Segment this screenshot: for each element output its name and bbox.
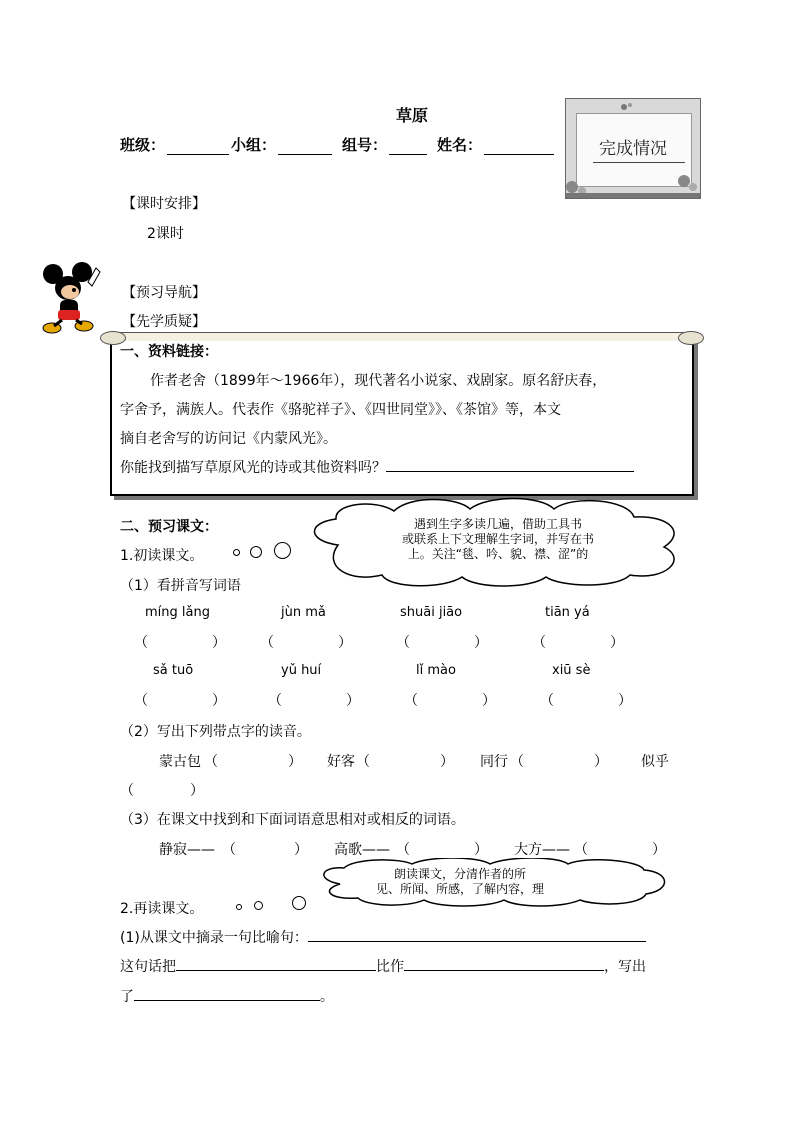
simile-line-3-suffix: 。 xyxy=(320,989,334,1005)
antonym-paren-3[interactable]: （ ） xyxy=(574,842,666,858)
answer-paren-1[interactable]: （ ） xyxy=(134,635,226,651)
schedule-heading: 【课时安排】 xyxy=(122,196,206,212)
cloud-1-line-1: 遇到生字多读几遍，借助工具书 xyxy=(413,517,582,531)
cloud-1-line-3: 上。关注“毯、吟、貌、襟、涩”的 xyxy=(407,547,589,561)
task-1-label: （1）看拼音写词语 xyxy=(120,578,241,594)
step-2-label: 2.再读课文。 xyxy=(120,901,204,917)
simile-line-2-suffix: ，写出 xyxy=(604,959,646,975)
pinyin-6: yǔ huí xyxy=(281,663,322,678)
thought-bubble-small-2 xyxy=(236,904,242,910)
reading-paren-2[interactable]: （ ） xyxy=(356,754,454,770)
reading-word-3: 同行 xyxy=(480,754,508,770)
simile-answer-field[interactable] xyxy=(308,927,646,942)
group-label: 小组： xyxy=(231,136,277,154)
task-3-label: （3）在课文中找到和下面词语意思相对或相反的词语。 xyxy=(120,812,465,828)
resource-question-text: 你能找到描写草原风光的诗或其他资料吗？ xyxy=(120,460,386,476)
thought-bubble-medium-2 xyxy=(254,901,263,910)
answer-paren-6[interactable]: （ ） xyxy=(268,693,360,709)
pre-question-heading: 【先学质疑】 xyxy=(122,314,206,330)
cloud-2-text xyxy=(360,867,560,897)
completion-stamp xyxy=(565,98,701,199)
class-label: 班级： xyxy=(120,136,166,154)
reading-word-1: 蒙古包 xyxy=(159,754,201,770)
simile-effect-field[interactable] xyxy=(134,986,320,1001)
simile-prompt: (1)从课文中摘录一句比喻句： xyxy=(120,930,308,946)
resource-question xyxy=(120,457,634,477)
simile-subject-field[interactable] xyxy=(176,956,376,971)
resource-answer-field[interactable] xyxy=(386,457,634,472)
cloud-2-line-2: 见、所闻、所感，了解内容，理 xyxy=(375,882,544,896)
reading-paren-3[interactable]: （ ） xyxy=(510,754,608,770)
antonym-word-2: 高歌—— xyxy=(334,842,390,858)
pinyin-2: jùn mǎ xyxy=(281,605,326,620)
reading-paren-1[interactable]: （ ） xyxy=(204,754,302,770)
mascot-icon xyxy=(40,262,102,336)
preview-heading: 【预习导航】 xyxy=(122,285,206,301)
thought-bubble-large-2 xyxy=(292,896,306,910)
cloud-2-line-1: 朗读课文，分清作者的所 xyxy=(393,867,526,881)
resource-line-3: 摘自老舍写的访问记《内蒙风光》。 xyxy=(120,431,337,447)
preview-section-heading: 二、预习课文： xyxy=(120,519,218,535)
pinyin-4: tiān yá xyxy=(545,605,590,620)
resource-line-2: 字舍予，满族人。代表作《骆驼祥子》、《四世同堂》》、《茶馆》等，本文 xyxy=(120,402,561,418)
pinyin-3: shuāi jiāo xyxy=(400,605,463,620)
stamp-decoration-icon xyxy=(566,99,700,198)
answer-paren-3[interactable]: （ ） xyxy=(396,635,488,651)
antonym-word-3: 大方—— xyxy=(514,842,570,858)
pinyin-5: sǎ tuō xyxy=(153,663,194,678)
answer-paren-2[interactable]: （ ） xyxy=(260,635,352,651)
cloud-1-text xyxy=(358,517,638,562)
answer-paren-7[interactable]: （ ） xyxy=(404,693,496,709)
pinyin-7: lǐ mào xyxy=(416,663,456,678)
antonym-paren-1[interactable]: （ ） xyxy=(222,842,308,858)
stamp-label: 完成情况 xyxy=(599,139,667,159)
name-label: 姓名： xyxy=(437,136,483,154)
simile-line-3 xyxy=(120,986,334,1006)
antonym-word-1: 静寂—— xyxy=(159,842,215,858)
step-1-label: 1.初读课文。 xyxy=(120,548,204,564)
thought-bubble-small xyxy=(233,549,240,556)
group-no-label: 组号： xyxy=(342,136,388,154)
reading-word-2: 好客 xyxy=(327,754,355,770)
simile-object-field[interactable] xyxy=(404,956,604,971)
resource-line-1: 作者老舍（1899年～1966年），现代著名小说家、戏剧家。原名舒庆春， xyxy=(150,373,607,389)
thought-bubble-large xyxy=(274,542,291,559)
student-info-line xyxy=(120,134,556,155)
schedule-value: 2课时 xyxy=(147,226,184,242)
name-field[interactable] xyxy=(484,138,554,155)
pinyin-1: míng lǎng xyxy=(145,605,210,620)
simile-prompt-line xyxy=(120,927,646,947)
cloud-1-line-2: 或联系上下文理解生字词，并写在书 xyxy=(401,532,594,546)
reading-word-4: 似乎 xyxy=(641,754,669,770)
thought-bubble-medium xyxy=(250,546,262,558)
simile-line-2-mid: 比作 xyxy=(376,959,404,975)
group-no-field[interactable] xyxy=(389,138,427,155)
task-2-label: （2）写出下列带点字的读音。 xyxy=(120,724,311,740)
answer-paren-8[interactable]: （ ） xyxy=(540,693,632,709)
class-field[interactable] xyxy=(167,138,229,155)
simile-line-2 xyxy=(120,956,646,976)
page-title: 草原 xyxy=(396,106,429,125)
answer-paren-5[interactable]: （ ） xyxy=(134,693,226,709)
answer-paren-4[interactable]: （ ） xyxy=(532,635,624,651)
pinyin-8: xiū sè xyxy=(552,663,591,678)
resource-heading: 一、资料链接： xyxy=(120,344,218,360)
simile-line-2-prefix: 这句话把 xyxy=(120,959,176,975)
antonym-paren-2[interactable]: （ ） xyxy=(396,842,488,858)
group-field[interactable] xyxy=(278,138,332,155)
simile-line-3-prefix: 了 xyxy=(120,989,134,1005)
reading-paren-4[interactable]: （ ） xyxy=(120,783,204,799)
